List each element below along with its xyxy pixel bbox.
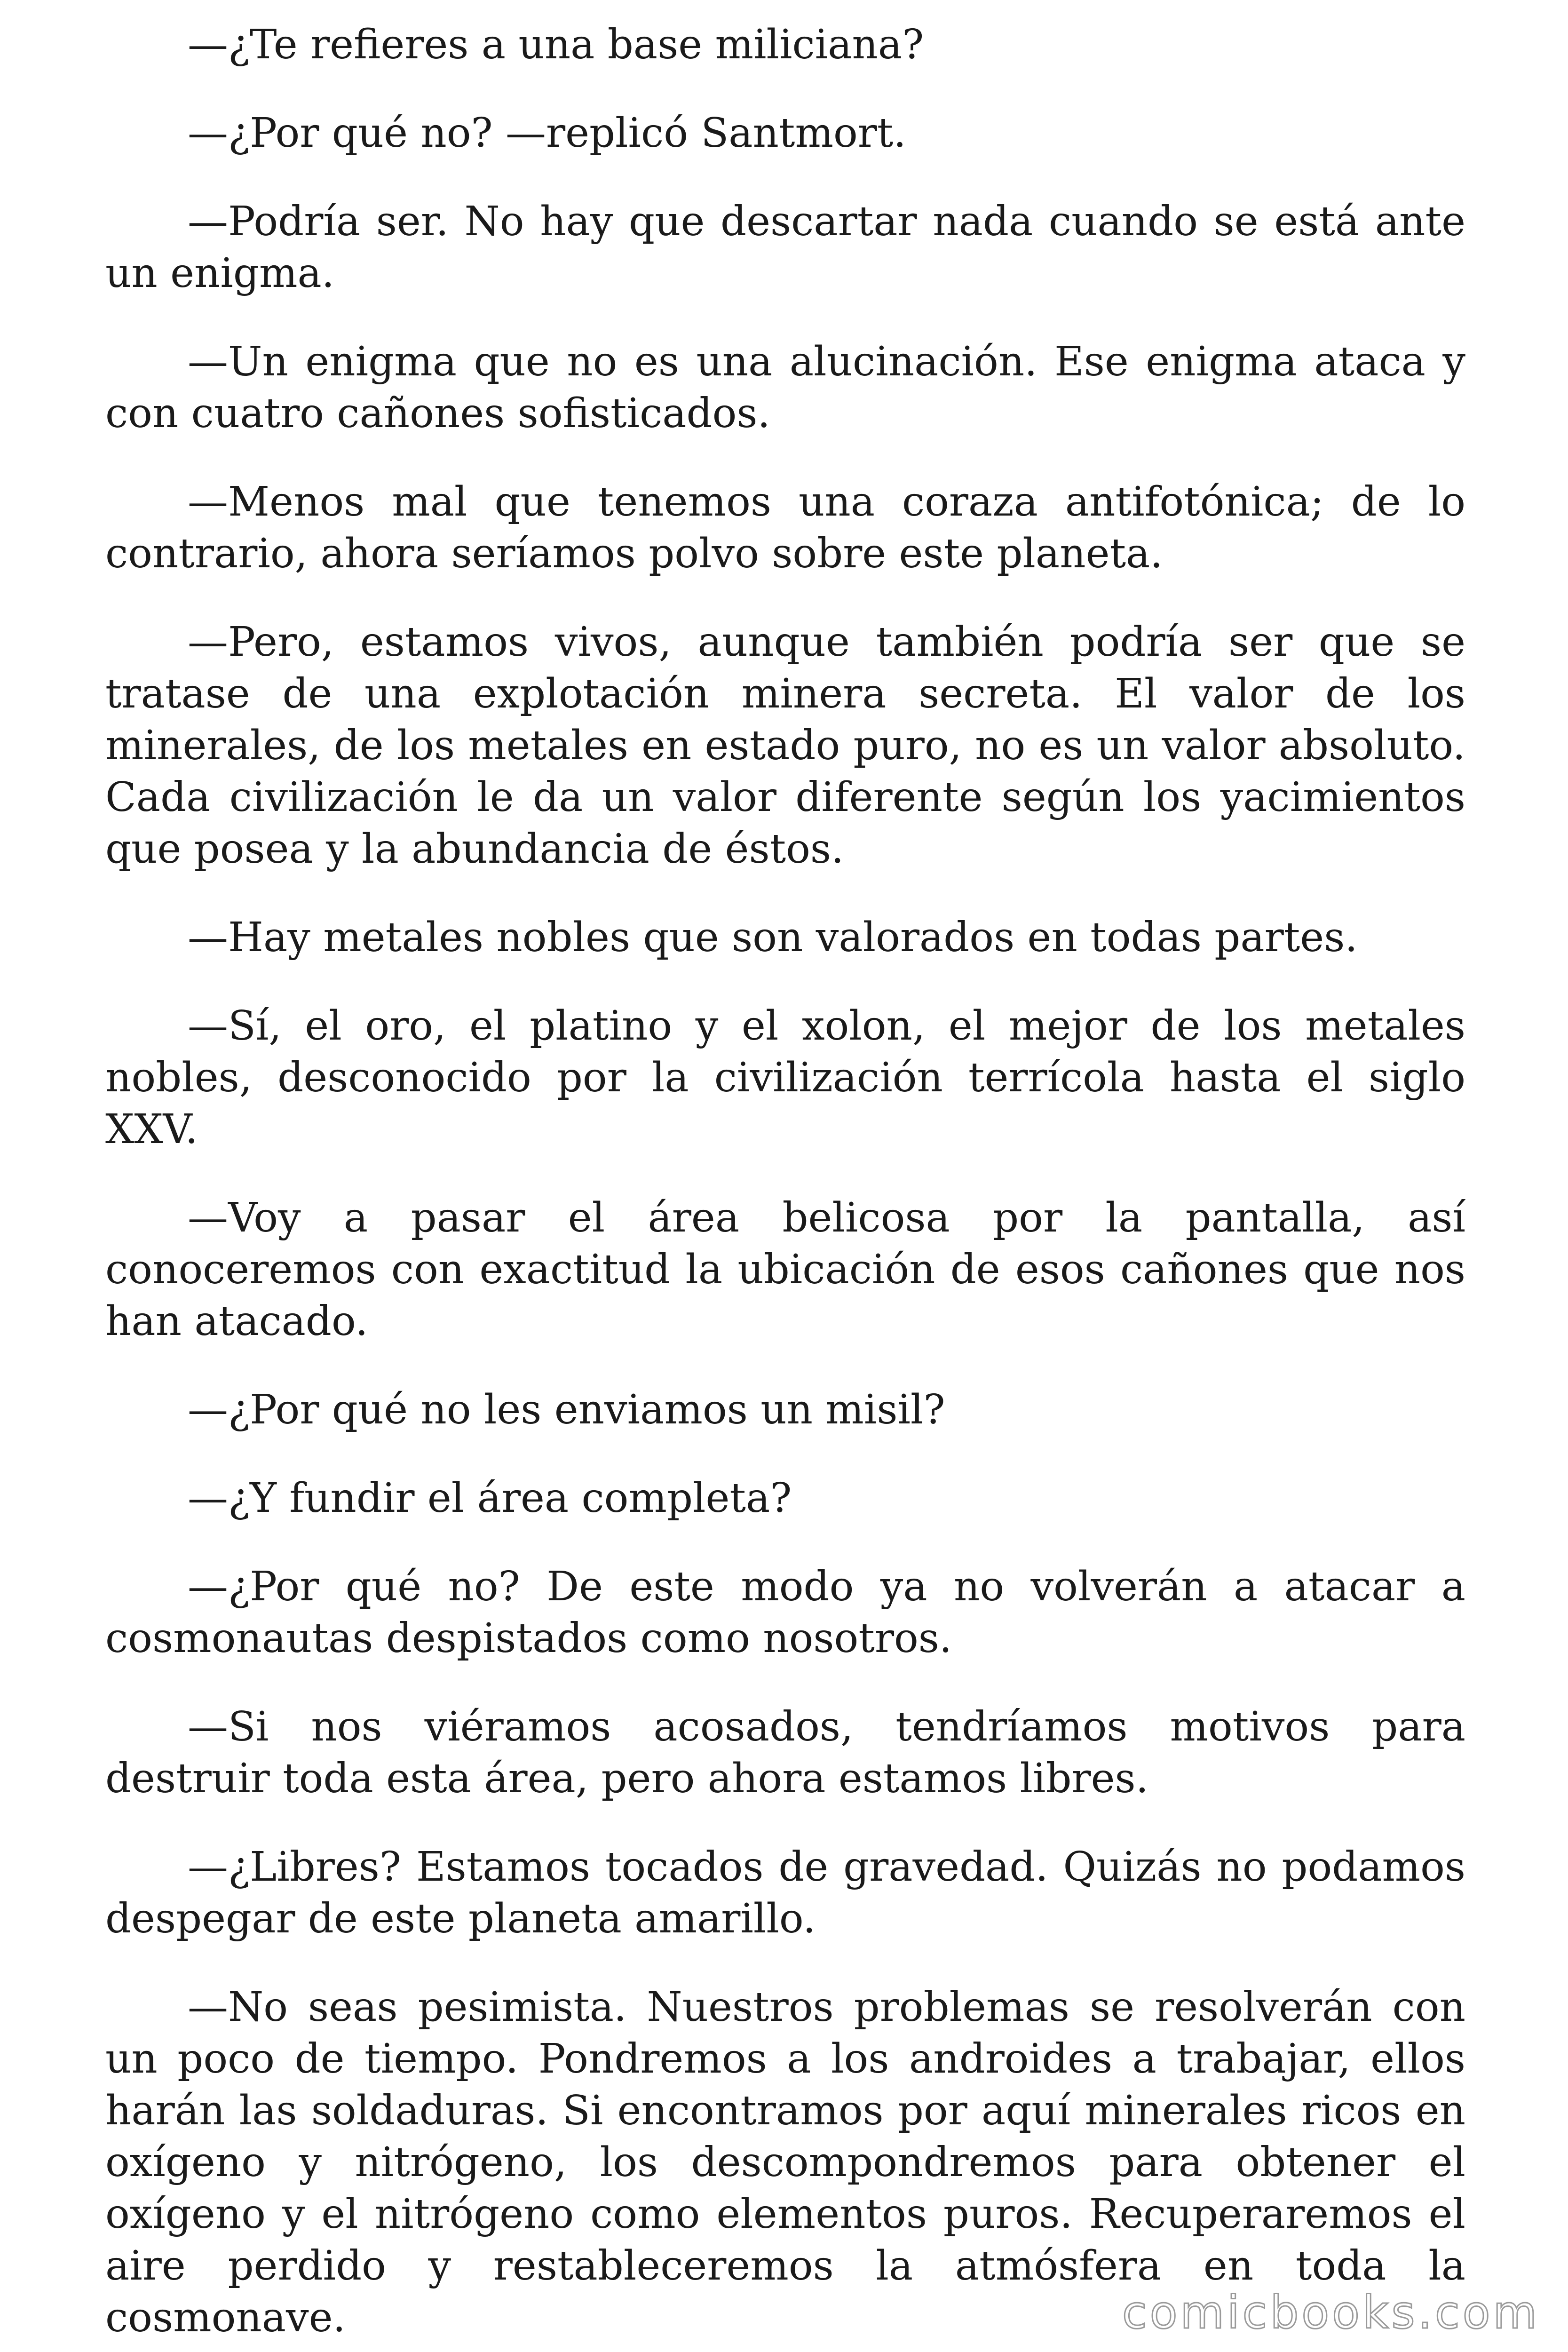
paragraph: —Menos mal que tenemos una coraza antifotónica; de lo contrario, ahora seríamos polvo sobre este planeta.	[105, 478, 1465, 577]
paragraph: —Si nos viéramos acosados, tendríamos motivos para destruir toda esta área, pero ahora estamos libres.	[105, 1703, 1465, 1802]
paragraph: —¿Y fundir el área completa?	[188, 1475, 792, 1522]
paragraph: —¿Por qué no les enviamos un misil?	[188, 1386, 945, 1433]
paragraph: —Un enigma que no es una alucinación. Ese enigma ataca y con cuatro cañones sofisticados.	[105, 338, 1465, 437]
page-text	[105, 19, 1465, 2352]
paragraph: —¿Por qué no? De este modo ya no volverán a atacar a cosmonautas despistados como nosotros.	[105, 1563, 1465, 1662]
paragraph: —¿Por qué no? —replicó Santmort.	[188, 110, 906, 157]
paragraph: —Voy a pasar el área belicosa por la pantalla, así conoceremos con exactitud la ubicación de esos cañones que nos han atacado.	[105, 1194, 1465, 1345]
paragraph: —¿Te refieres a una base miliciana?	[188, 21, 924, 68]
paragraph: —¿Libres? Estamos tocados de gravedad. Quizás no podamos despegar de este planeta amarillo.	[105, 1843, 1465, 1942]
paragraph: —Sí, el oro, el platino y el xolon, el mejor de los metales nobles, desconocido por la civilización terrícola hasta el siglo XXV.	[105, 1002, 1465, 1153]
watermark: comicbooks.com	[1122, 2286, 1540, 2339]
paragraph: —Podría ser. No hay que descartar nada cuando se está ante un enigma.	[105, 198, 1465, 297]
paragraph: —Hay metales nobles que son valorados en todas partes.	[188, 914, 1358, 961]
paragraph: —No seas pesimista. Nuestros problemas se resolverán con un poco de tiempo. Pondremos a los androides a trabajar, ellos harán las soldaduras. Si encontramos por aquí minerales ricos en oxígeno y nitrógeno, los descompondremos para obtener el oxígeno y el nitrógeno como elementos puros. Recuperaremos el aire perdido y restableceremos la atmósfera en toda la cosmonave.	[105, 1984, 1465, 2341]
paragraph: —Pero, estamos vivos, aunque también podría ser que se tratase de una explotación minera secreta. El valor de los minerales, de los metales en estado puro, no es un valor absoluto. Cada civilización le da un valor diferente según los yacimientos que posea y la abundancia de éstos.	[105, 619, 1465, 873]
